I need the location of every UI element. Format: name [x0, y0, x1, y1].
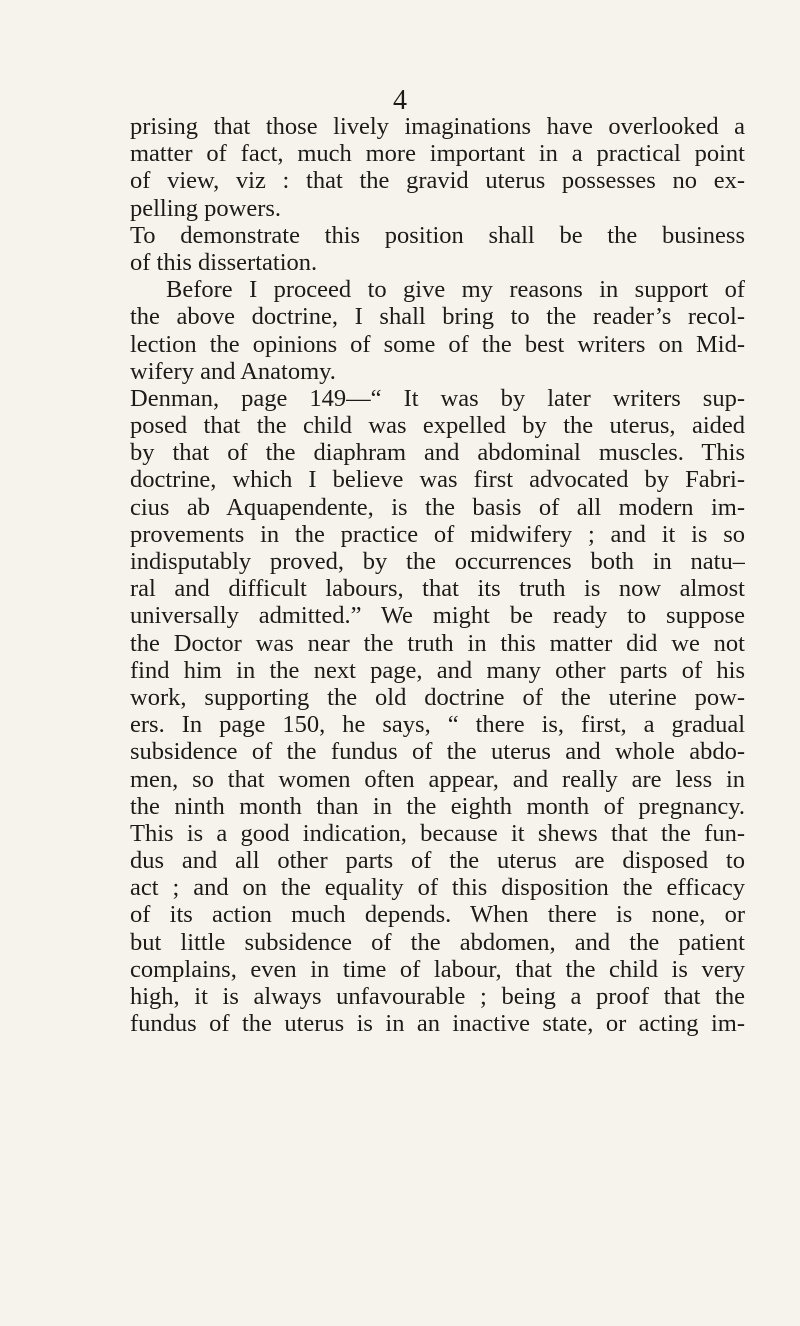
- text-line: Denman, page 149—“ It was by later writers sup-: [130, 384, 745, 412]
- text-line: the ninth month than in the eighth month of pregnancy.: [130, 792, 745, 820]
- page-number: 4: [393, 85, 407, 116]
- text-line: act ; and on the equality of this disposition the efficacy: [130, 874, 745, 902]
- text-line: the above doctrine, I shall bring to the reader’s recol-: [130, 303, 745, 331]
- text-line: provements in the practice of midwifery ; and it is so: [130, 520, 745, 548]
- body-text: [130, 113, 745, 1037]
- text-line: posed that the child was expelled by the uterus, aided: [130, 412, 745, 440]
- text-line: find him in the next page, and many other parts of his: [130, 656, 745, 684]
- text-line: dus and all other parts of the uterus are disposed to: [130, 847, 745, 875]
- text-line: by that of the diaphram and abdominal muscles. This: [130, 439, 745, 467]
- text-line: men, so that women often appear, and really are less in: [130, 765, 745, 793]
- text-line: Before I proceed to give my reasons in support of: [166, 276, 745, 304]
- text-line: This is a good indication, because it shews that the fun-: [130, 819, 745, 847]
- text-line: lection the opinions of some of the best writers on Mid-: [130, 330, 745, 358]
- text-line: of its action much depends. When there is none, or: [130, 901, 745, 929]
- text-line: wifery and Anatomy.: [130, 357, 336, 385]
- text-line: the Doctor was near the truth in this matter did we not: [130, 629, 745, 657]
- text-line: universally admitted.” We might be ready to suppose: [130, 602, 745, 630]
- text-line: indisputably proved, by the occurrences both in natu–: [130, 548, 745, 575]
- text-line: but little subsidence of the abdomen, and the patient: [130, 928, 745, 956]
- text-line: pelling powers.: [130, 194, 282, 222]
- text-line: prising that those lively imaginations have overlooked a: [130, 113, 745, 140]
- text-line: high, it is always unfavourable ; being a proof that the: [130, 983, 745, 1010]
- text-line: fundus of the uterus is in an inactive state, or acting im-: [130, 1010, 745, 1038]
- text-line: work, supporting the old doctrine of the uterine pow-: [130, 683, 745, 711]
- text-line: ral and difficult labours, that its truth is now almost: [130, 575, 745, 603]
- text-line: To demonstrate this position shall be the business: [130, 221, 745, 249]
- text-line: ers. In page 150, he says, “ there is, first, a gradual: [130, 711, 745, 739]
- text-line: matter of fact, much more important in a practical point: [130, 140, 745, 168]
- text-line: complains, even in time of labour, that the child is very: [130, 955, 745, 983]
- text-line: cius ab Aquapendente, is the basis of all modern im-: [130, 493, 745, 521]
- text-line: doctrine, which I believe was first advocated by Fabri-: [130, 466, 745, 494]
- text-line: subsidence of the fundus of the uterus and whole abdo-: [130, 738, 745, 766]
- text-line: of view, viz : that the gravid uterus possesses no ex-: [130, 167, 745, 195]
- text-line: of this dissertation.: [130, 248, 318, 276]
